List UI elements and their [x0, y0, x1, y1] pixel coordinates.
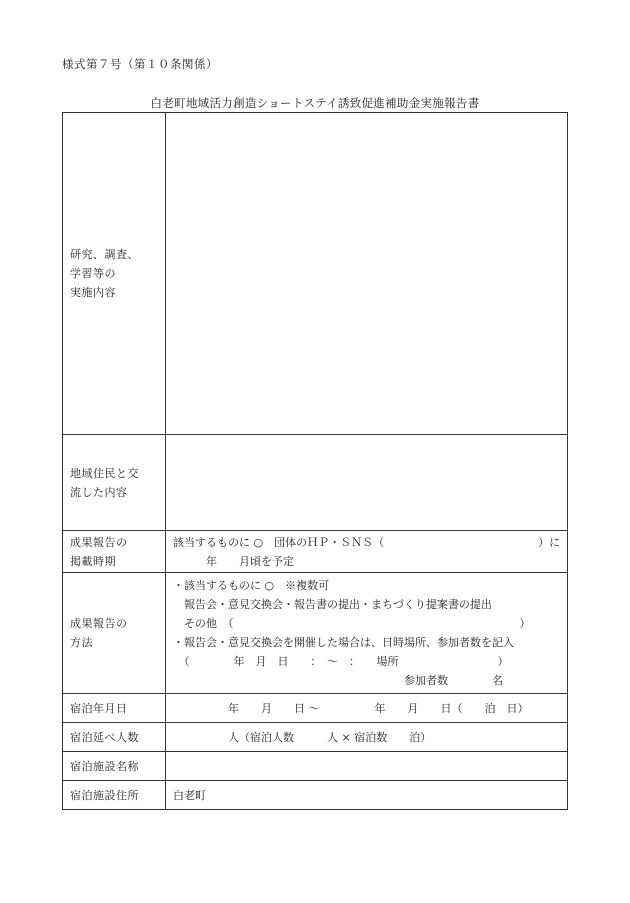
facility-name-field[interactable] [166, 752, 568, 781]
facility-address-label: 宿泊施設住所 [63, 781, 166, 810]
research-label-line: 学習等の [70, 267, 116, 280]
method-row [63, 573, 568, 694]
research-content-field[interactable] [166, 113, 568, 435]
research-label-line: 実施内容 [70, 286, 116, 299]
publication-label [63, 531, 166, 573]
stay-dates-row [63, 694, 568, 723]
facility-name-row [63, 752, 568, 781]
research-row [63, 113, 568, 435]
method-line: その他 （ ） [173, 617, 531, 630]
method-label-line: 方法 [70, 636, 93, 649]
publication-label-line: 掲載時期 [70, 554, 116, 568]
stay-total-row [63, 723, 568, 752]
publication-row [63, 531, 568, 573]
exchange-label [63, 435, 166, 531]
publication-line: 該当するものに ○ 団体のＨＰ・ＳＮＳ（ ）に [173, 535, 561, 549]
research-label-line: 研究、調査、 [70, 248, 139, 261]
publication-content-field[interactable] [166, 531, 568, 573]
stay-total-label: 宿泊延べ人数 [63, 723, 166, 752]
exchange-content-field[interactable] [166, 435, 568, 531]
facility-name-label: 宿泊施設名称 [63, 752, 166, 781]
method-label-line: 成果報告の [70, 617, 128, 630]
exchange-row [63, 435, 568, 531]
method-line: 参加者数 名 [173, 674, 503, 687]
form-number: 様式第７号（第１０条関係） [62, 57, 218, 71]
document-title: 白老町地域活力創造ショートステイ誘致促進補助金実施報告書 [150, 96, 480, 110]
stay-dates-label: 宿泊年月日 [63, 694, 166, 723]
method-line: ・報告会・意見交換会を開催した場合は、日時場所、参加者数を記入 [173, 636, 514, 649]
method-content-field[interactable] [166, 573, 568, 694]
publication-label-line: 成果報告の [70, 535, 128, 549]
method-line: ・該当するものに ○ ※複数可 [173, 579, 330, 592]
report-table [62, 112, 568, 810]
stay-dates-field[interactable]: 年 月 日 ～ 年 月 日（ 泊 日） [166, 694, 568, 723]
method-line: （ 年 月 日 ： ～ ： 場所 ） [173, 655, 509, 668]
exchange-label-line: 地域住民と交 [70, 466, 139, 480]
research-label [63, 113, 166, 435]
facility-address-row [63, 781, 568, 810]
facility-address-field[interactable]: 白老町 [166, 781, 568, 810]
stay-total-field[interactable]: 人（宿泊人数 人 × 宿泊数 泊） [166, 723, 568, 752]
method-label [63, 573, 166, 694]
exchange-label-line: 流した内容 [70, 485, 128, 499]
publication-line: 年 月頃を予定 [173, 554, 294, 568]
method-line: 報告会・意見交換会・報告書の提出・まちづくり提案書の提出 [173, 598, 492, 611]
